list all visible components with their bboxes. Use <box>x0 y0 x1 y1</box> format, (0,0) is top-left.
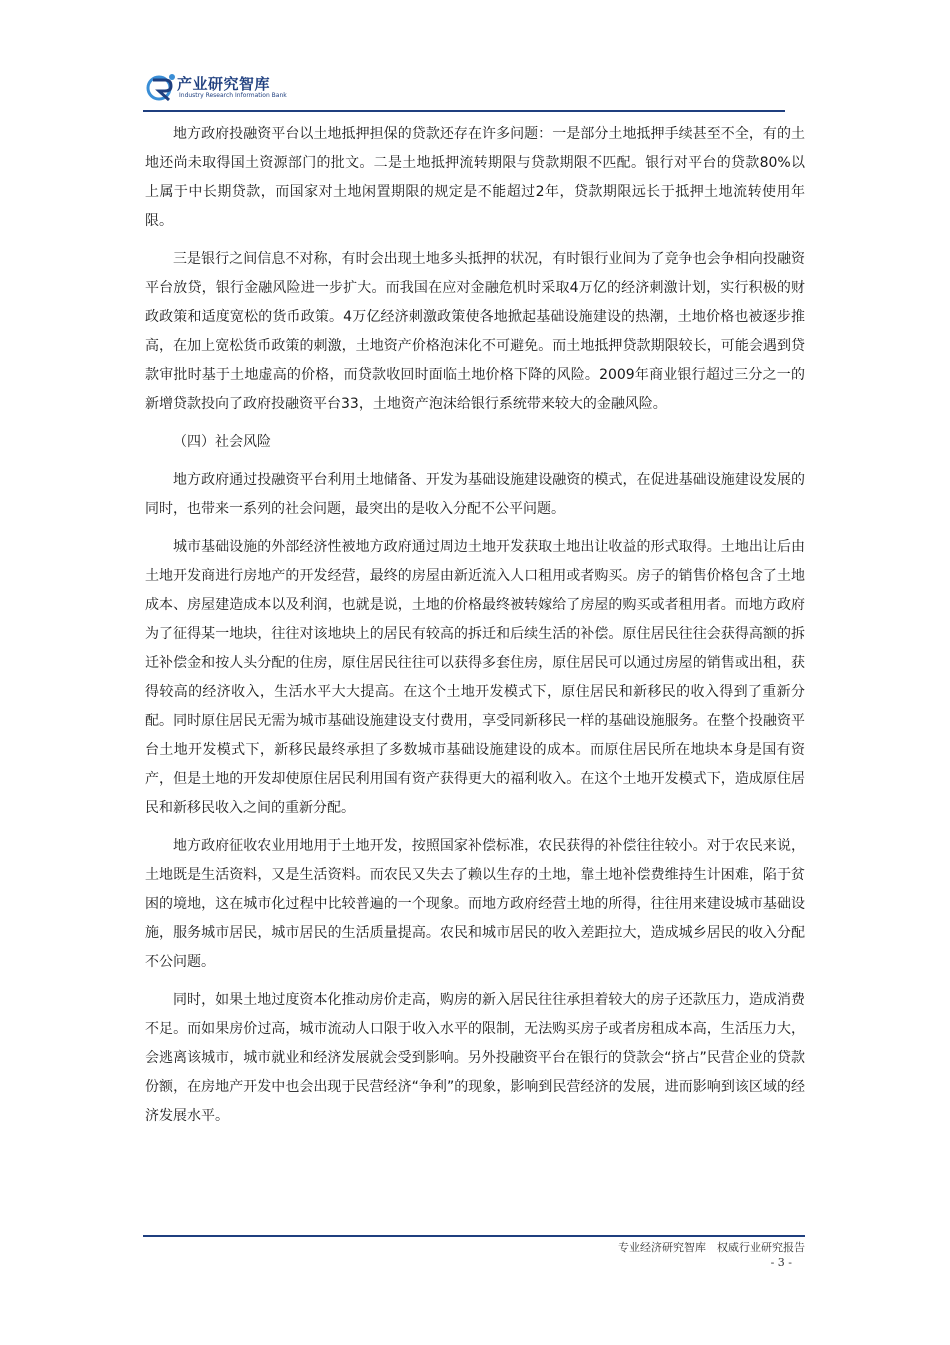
paragraph: 三是银行之间信息不对称，有时会出现土地多头抵押的状况，有时银行业间为了竞争也会争相向投融资平台放贷，银行金融风险进一步扩大。而我国在应对金融危机时采取4万亿的经济刺激计划，实行积极的财政政策和适度宽松的货币政策。4万亿经济刺激政策使各地掀起基础设施建设的热潮，土地价格也被逐步推高，在加上宽松货币政策的刺激，土地资产价格泡沫化不可避免。而土地抵押贷款期限较长，可能会遇到贷款审批时基于土地虚高的价格，而贷款收回时面临土地价格下降的风险。2009年商业银行超过三分之一的新增贷款投向了政府投融资平台33，土地资产泡沫给银行系统带来较大的金融风险。 <box>145 251 805 412</box>
paragraph: 地方政府投融资平台以土地抵押担保的贷款还存在许多问题：一是部分土地抵押手续甚至不全，有的土地还尚未取得国土资源部门的批文。二是土地抵押流转期限与贷款期限不匹配。银行对平台的贷款80%以上属于中长期贷款，而国家对土地闲置期限的规定是不能超过2年，贷款期限远长于抵押土地流转使用年限。 <box>145 126 805 229</box>
page-header <box>145 68 785 112</box>
paragraph: 地方政府通过投融资平台利用土地储备、开发为基础设施建设融资的模式，在促进基础设施建设发展的同时，也带来一系列的社会问题，最突出的是收入分配不公平问题。 <box>145 472 805 517</box>
page-number: - 3 - <box>770 1256 792 1269</box>
logo-subtext: Industry Research Information Bank <box>179 92 287 99</box>
section-heading: （四）社会风险 <box>173 434 271 450</box>
logo-mark-icon <box>145 70 179 104</box>
paragraph: 地方政府征收农业用地用于土地开发，按照国家补偿标准，农民获得的补偿往往较小。对于农民来说，土地既是生活资料，又是生活资料。而农民又失去了赖以生存的土地，靠土地补偿费维持生计困难，陷于贫困的境地，这在城市化过程中比较普遍的一个现象。而地方政府经营土地的所得，往往用来建设城市基础设施，服务城市居民，城市居民的生活质量提高。农民和城市居民的收入差距拉大，造成城乡居民的收入分配不公问题。 <box>145 838 805 970</box>
logo-text: 产业研究智库 <box>177 75 271 93</box>
logo <box>145 70 287 106</box>
header-rule <box>143 110 785 112</box>
document-body <box>145 120 805 1131</box>
paragraph: 城市基础设施的外部经济性被地方政府通过周边土地开发获取土地出让收益的形式取得。土地出让后由土地开发商进行房地产的开发经营，最终的房屋由新近流入人口租用或者购买。房子的销售价格包含了土地成本、房屋建造成本以及利润，也就是说，土地的价格最终被转嫁给了房屋的购买或者租用者。而地方政府为了征得某一地块，往往对该地块上的居民有较高的拆迁和后续生活的补偿。原住居民往往会获得高额的拆迁补偿金和按人头分配的住房，原住居民往往可以获得多套住房，原住居民可以通过房屋的销售或出租，获得较高的经济收入，生活水平大大提高。在这个土地开发模式下，原住居民和新移民的收入得到了重新分配。同时原住居民无需为城市基础设施建设支付费用，享受同新移民一样的基础设施服务。在整个投融资平台土地开发模式下，新移民最终承担了多数城市基础设施建设的成本。而原住居民所在地块本身是国有资产，但是土地的开发却使原住居民利用国有资产获得更大的福利收入。在这个土地开发模式下，造成原住居民和新移民收入之间的重新分配。 <box>145 539 805 816</box>
footer-rule <box>143 1235 805 1237</box>
paragraph: 同时，如果土地过度资本化推动房价走高，购房的新入居民往往承担着较大的房子还款压力，造成消费不足。而如果房价过高，城市流动人口限于收入水平的限制，无法购买房子或者房租成本高，生活压力大，会逃离该城市，城市就业和经济发展就会受到影响。另外投融资平台在银行的贷款会“挤占”民营企业的贷款份额，在房地产开发中也会出现于民营经济“争利”的现象，影响到民营经济的发展，进而影响到该区域的经济发展水平。 <box>145 992 805 1124</box>
footer-slogan: 专业经济研究智库 权威行业研究报告 <box>618 1241 805 1254</box>
